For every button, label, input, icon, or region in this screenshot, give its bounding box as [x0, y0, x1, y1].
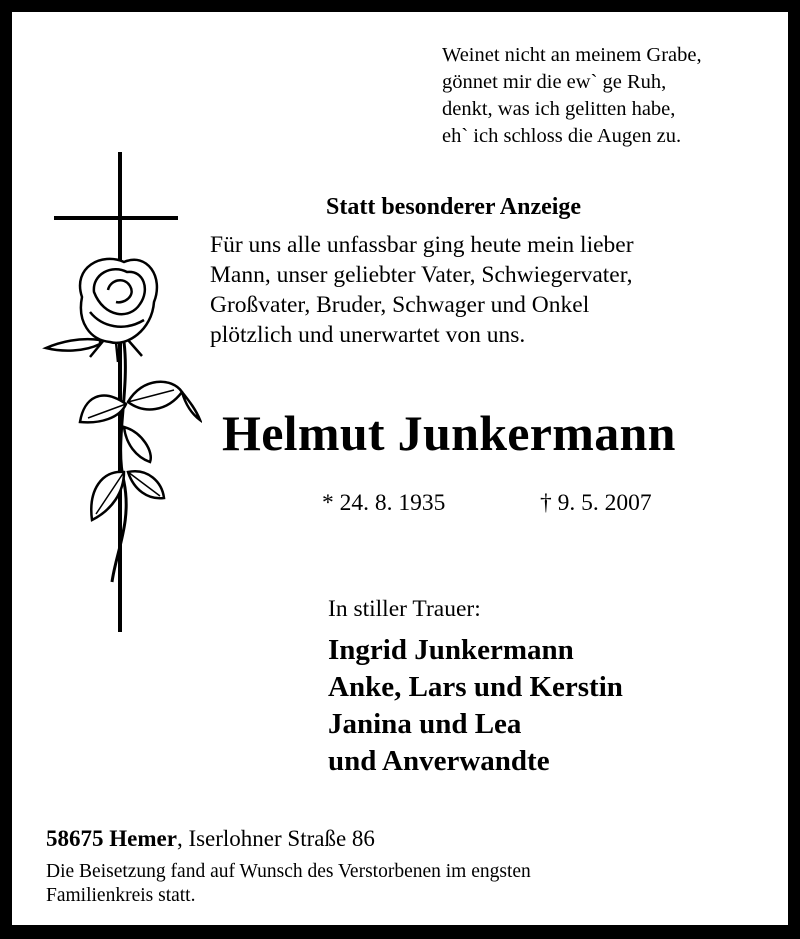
funeral-note-line: Familienkreis statt.: [46, 885, 196, 906]
deceased-name: Helmut Junkermann: [222, 405, 676, 461]
announcement-line: Mann, unser geliebter Vater, Schwiegervater,: [210, 262, 633, 288]
mourner-name: Ingrid Junkermann: [328, 634, 574, 666]
announcement-line: plötzlich und unerwartet von uns.: [210, 322, 526, 348]
address: [46, 826, 375, 852]
announcement-text: [210, 230, 634, 350]
notice-heading: Statt besonderer Anzeige: [326, 194, 582, 220]
poem-line: Weinet nicht an meinem Grabe,: [442, 44, 702, 66]
announcement-line: Für uns alle unfassbar ging heute mein lieber: [210, 232, 634, 258]
mourners-list: [328, 632, 623, 780]
cross-with-rose-icon: [32, 152, 202, 642]
announcement-line: Großvater, Bruder, Schwager und Onkel: [210, 292, 590, 318]
poem: [442, 42, 702, 150]
birth-date: * 24. 8. 1935: [322, 490, 446, 516]
poem-line: eh` ich schloss die Augen zu.: [442, 125, 682, 147]
address-street: , Iserlohner Straße 86: [176, 826, 375, 851]
mourner-name: Anke, Lars und Kerstin: [328, 671, 623, 703]
mourner-name: und Anverwandte: [328, 745, 550, 777]
mourner-name: Janina und Lea: [328, 708, 522, 740]
funeral-note: [46, 860, 531, 908]
death-date: † 9. 5. 2007: [540, 490, 652, 516]
address-city: 58675 Hemer: [46, 826, 177, 851]
mourning-label: In stiller Trauer:: [328, 596, 481, 622]
poem-line: gönnet mir die ew` ge Ruh,: [442, 71, 667, 93]
poem-line: denkt, was ich gelitten habe,: [442, 98, 676, 120]
funeral-note-line: Die Beisetzung fand auf Wunsch des Verstorbenen im engsten: [46, 861, 531, 882]
